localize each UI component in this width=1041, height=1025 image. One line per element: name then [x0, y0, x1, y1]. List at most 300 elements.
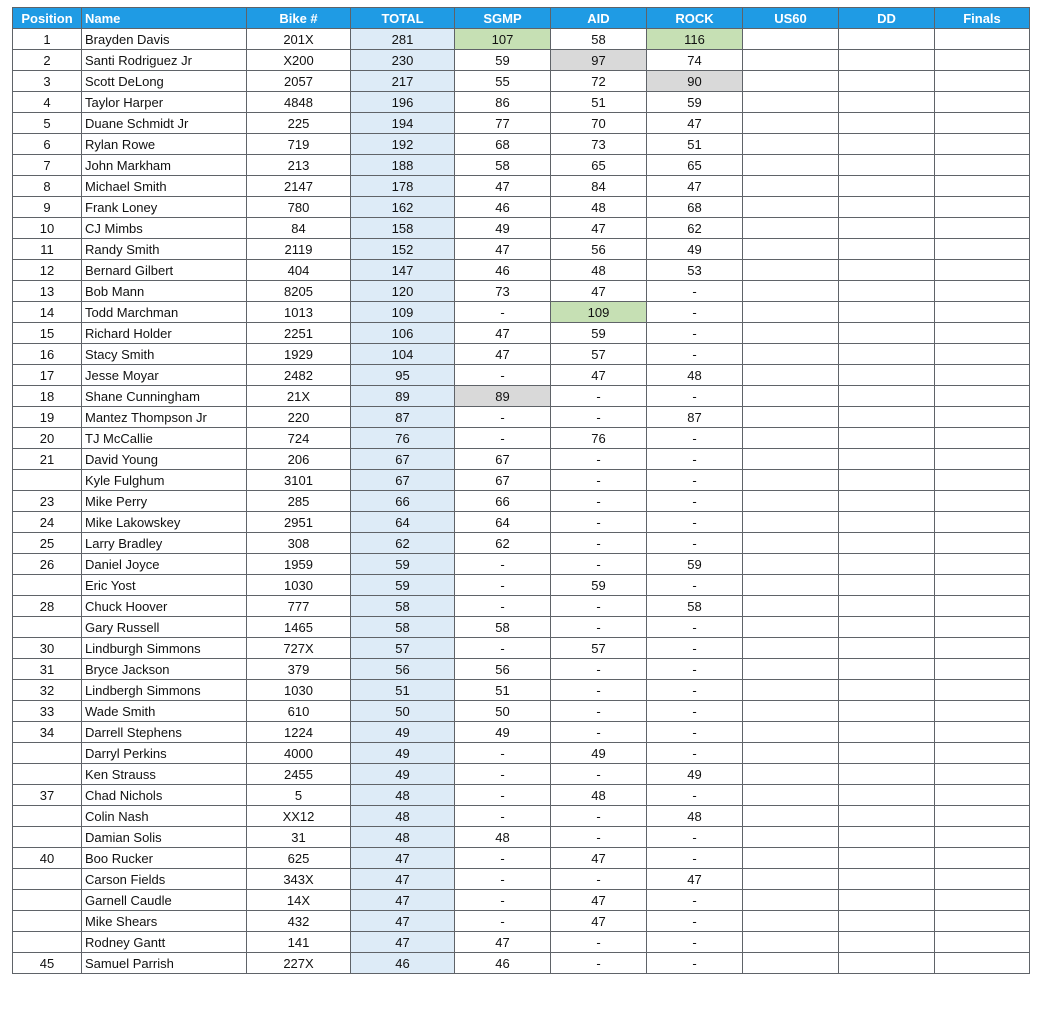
position-cell[interactable]: 7	[13, 155, 82, 176]
rock-cell[interactable]: -	[647, 701, 743, 722]
us60-cell[interactable]	[743, 596, 839, 617]
rider-name-cell[interactable]: Stacy Smith	[82, 344, 247, 365]
sgmp-cell[interactable]: -	[455, 764, 551, 785]
dd-cell[interactable]	[839, 260, 935, 281]
aid-cell[interactable]: -	[551, 533, 647, 554]
finals-cell[interactable]	[935, 176, 1030, 197]
bike-number-cell[interactable]: 14X	[247, 890, 351, 911]
total-cell[interactable]: 49	[351, 743, 455, 764]
rider-name-cell[interactable]: Rodney Gantt	[82, 932, 247, 953]
dd-cell[interactable]	[839, 596, 935, 617]
aid-cell[interactable]: 97	[551, 50, 647, 71]
total-cell[interactable]: 120	[351, 281, 455, 302]
sgmp-cell[interactable]: 73	[455, 281, 551, 302]
dd-cell[interactable]	[839, 932, 935, 953]
position-cell[interactable]: 28	[13, 596, 82, 617]
finals-cell[interactable]	[935, 491, 1030, 512]
total-cell[interactable]: 51	[351, 680, 455, 701]
bike-number-cell[interactable]: 225	[247, 113, 351, 134]
aid-cell[interactable]: 70	[551, 113, 647, 134]
finals-cell[interactable]	[935, 386, 1030, 407]
header-us60[interactable]: US60	[743, 8, 839, 29]
bike-number-cell[interactable]: 1030	[247, 680, 351, 701]
us60-cell[interactable]	[743, 533, 839, 554]
header-name[interactable]: Name	[82, 8, 247, 29]
aid-cell[interactable]: 47	[551, 911, 647, 932]
header-dd[interactable]: DD	[839, 8, 935, 29]
aid-cell[interactable]: -	[551, 596, 647, 617]
sgmp-cell[interactable]: 68	[455, 134, 551, 155]
total-cell[interactable]: 48	[351, 806, 455, 827]
position-cell[interactable]: 20	[13, 428, 82, 449]
finals-cell[interactable]	[935, 680, 1030, 701]
rock-cell[interactable]: 53	[647, 260, 743, 281]
rock-cell[interactable]: 62	[647, 218, 743, 239]
us60-cell[interactable]	[743, 197, 839, 218]
rider-name-cell[interactable]: Mike Lakowskey	[82, 512, 247, 533]
total-cell[interactable]: 58	[351, 617, 455, 638]
dd-cell[interactable]	[839, 617, 935, 638]
sgmp-cell[interactable]: 67	[455, 449, 551, 470]
finals-cell[interactable]	[935, 512, 1030, 533]
total-cell[interactable]: 95	[351, 365, 455, 386]
position-cell[interactable]: 4	[13, 92, 82, 113]
finals-cell[interactable]	[935, 365, 1030, 386]
sgmp-cell[interactable]: 49	[455, 218, 551, 239]
position-cell[interactable]: 14	[13, 302, 82, 323]
sgmp-cell[interactable]: -	[455, 302, 551, 323]
rock-cell[interactable]: -	[647, 848, 743, 869]
dd-cell[interactable]	[839, 491, 935, 512]
position-cell[interactable]: 13	[13, 281, 82, 302]
bike-number-cell[interactable]: 777	[247, 596, 351, 617]
dd-cell[interactable]	[839, 50, 935, 71]
sgmp-cell[interactable]: 55	[455, 71, 551, 92]
position-cell[interactable]: 17	[13, 365, 82, 386]
dd-cell[interactable]	[839, 869, 935, 890]
aid-cell[interactable]: 49	[551, 743, 647, 764]
position-cell[interactable]: 9	[13, 197, 82, 218]
rock-cell[interactable]: 51	[647, 134, 743, 155]
dd-cell[interactable]	[839, 638, 935, 659]
finals-cell[interactable]	[935, 575, 1030, 596]
dd-cell[interactable]	[839, 449, 935, 470]
aid-cell[interactable]: -	[551, 512, 647, 533]
us60-cell[interactable]	[743, 470, 839, 491]
finals-cell[interactable]	[935, 848, 1030, 869]
bike-number-cell[interactable]: 220	[247, 407, 351, 428]
rock-cell[interactable]: -	[647, 722, 743, 743]
rider-name-cell[interactable]: Bob Mann	[82, 281, 247, 302]
rock-cell[interactable]: -	[647, 575, 743, 596]
rock-cell[interactable]: -	[647, 470, 743, 491]
rider-name-cell[interactable]: Todd Marchman	[82, 302, 247, 323]
rider-name-cell[interactable]: Gary Russell	[82, 617, 247, 638]
sgmp-cell[interactable]: 77	[455, 113, 551, 134]
dd-cell[interactable]	[839, 512, 935, 533]
rock-cell[interactable]: 116	[647, 29, 743, 50]
us60-cell[interactable]	[743, 638, 839, 659]
sgmp-cell[interactable]: 47	[455, 323, 551, 344]
position-cell[interactable]: 45	[13, 953, 82, 974]
rock-cell[interactable]: 48	[647, 365, 743, 386]
aid-cell[interactable]: -	[551, 617, 647, 638]
position-cell[interactable]: 8	[13, 176, 82, 197]
us60-cell[interactable]	[743, 491, 839, 512]
position-cell[interactable]	[13, 806, 82, 827]
position-cell[interactable]: 19	[13, 407, 82, 428]
position-cell[interactable]: 30	[13, 638, 82, 659]
position-cell[interactable]: 6	[13, 134, 82, 155]
aid-cell[interactable]: 51	[551, 92, 647, 113]
position-cell[interactable]: 32	[13, 680, 82, 701]
bike-number-cell[interactable]: 610	[247, 701, 351, 722]
header-finals[interactable]: Finals	[935, 8, 1030, 29]
us60-cell[interactable]	[743, 239, 839, 260]
rock-cell[interactable]: 58	[647, 596, 743, 617]
total-cell[interactable]: 62	[351, 533, 455, 554]
rider-name-cell[interactable]: Frank Loney	[82, 197, 247, 218]
position-cell[interactable]: 15	[13, 323, 82, 344]
rider-name-cell[interactable]: Chuck Hoover	[82, 596, 247, 617]
rock-cell[interactable]: -	[647, 323, 743, 344]
rider-name-cell[interactable]: Darrell Stephens	[82, 722, 247, 743]
total-cell[interactable]: 104	[351, 344, 455, 365]
position-cell[interactable]	[13, 617, 82, 638]
rider-name-cell[interactable]: Bernard Gilbert	[82, 260, 247, 281]
dd-cell[interactable]	[839, 323, 935, 344]
finals-cell[interactable]	[935, 218, 1030, 239]
rider-name-cell[interactable]: Mike Shears	[82, 911, 247, 932]
dd-cell[interactable]	[839, 281, 935, 302]
total-cell[interactable]: 49	[351, 764, 455, 785]
sgmp-cell[interactable]: -	[455, 743, 551, 764]
total-cell[interactable]: 47	[351, 911, 455, 932]
finals-cell[interactable]	[935, 869, 1030, 890]
total-cell[interactable]: 147	[351, 260, 455, 281]
rock-cell[interactable]: -	[647, 386, 743, 407]
position-cell[interactable]: 31	[13, 659, 82, 680]
rock-cell[interactable]: 68	[647, 197, 743, 218]
header-bike-number[interactable]: Bike #	[247, 8, 351, 29]
us60-cell[interactable]	[743, 764, 839, 785]
sgmp-cell[interactable]: 49	[455, 722, 551, 743]
rock-cell[interactable]: 74	[647, 50, 743, 71]
dd-cell[interactable]	[839, 302, 935, 323]
sgmp-cell[interactable]: 47	[455, 344, 551, 365]
aid-cell[interactable]: -	[551, 932, 647, 953]
us60-cell[interactable]	[743, 554, 839, 575]
sgmp-cell[interactable]: 47	[455, 176, 551, 197]
rider-name-cell[interactable]: Boo Rucker	[82, 848, 247, 869]
rider-name-cell[interactable]: Michael Smith	[82, 176, 247, 197]
us60-cell[interactable]	[743, 680, 839, 701]
rider-name-cell[interactable]: Taylor Harper	[82, 92, 247, 113]
rider-name-cell[interactable]: David Young	[82, 449, 247, 470]
sgmp-cell[interactable]: 46	[455, 197, 551, 218]
dd-cell[interactable]	[839, 386, 935, 407]
sgmp-cell[interactable]: -	[455, 890, 551, 911]
finals-cell[interactable]	[935, 659, 1030, 680]
us60-cell[interactable]	[743, 386, 839, 407]
finals-cell[interactable]	[935, 470, 1030, 491]
position-cell[interactable]	[13, 470, 82, 491]
total-cell[interactable]: 67	[351, 449, 455, 470]
aid-cell[interactable]: 48	[551, 260, 647, 281]
rock-cell[interactable]: -	[647, 512, 743, 533]
sgmp-cell[interactable]: 50	[455, 701, 551, 722]
position-cell[interactable]	[13, 575, 82, 596]
us60-cell[interactable]	[743, 932, 839, 953]
bike-number-cell[interactable]: 2119	[247, 239, 351, 260]
position-cell[interactable]: 16	[13, 344, 82, 365]
dd-cell[interactable]	[839, 911, 935, 932]
rock-cell[interactable]: -	[647, 827, 743, 848]
finals-cell[interactable]	[935, 407, 1030, 428]
dd-cell[interactable]	[839, 92, 935, 113]
dd-cell[interactable]	[839, 743, 935, 764]
finals-cell[interactable]	[935, 29, 1030, 50]
position-cell[interactable]: 24	[13, 512, 82, 533]
bike-number-cell[interactable]: 404	[247, 260, 351, 281]
rock-cell[interactable]: -	[647, 659, 743, 680]
position-cell[interactable]: 18	[13, 386, 82, 407]
bike-number-cell[interactable]: 1224	[247, 722, 351, 743]
rider-name-cell[interactable]: Scott DeLong	[82, 71, 247, 92]
finals-cell[interactable]	[935, 638, 1030, 659]
dd-cell[interactable]	[839, 722, 935, 743]
aid-cell[interactable]: -	[551, 386, 647, 407]
aid-cell[interactable]: 47	[551, 890, 647, 911]
sgmp-cell[interactable]: -	[455, 596, 551, 617]
dd-cell[interactable]	[839, 176, 935, 197]
us60-cell[interactable]	[743, 701, 839, 722]
finals-cell[interactable]	[935, 701, 1030, 722]
position-cell[interactable]: 33	[13, 701, 82, 722]
sgmp-cell[interactable]: -	[455, 554, 551, 575]
finals-cell[interactable]	[935, 302, 1030, 323]
aid-cell[interactable]: -	[551, 806, 647, 827]
total-cell[interactable]: 48	[351, 827, 455, 848]
sgmp-cell[interactable]: 58	[455, 155, 551, 176]
finals-cell[interactable]	[935, 197, 1030, 218]
us60-cell[interactable]	[743, 722, 839, 743]
rider-name-cell[interactable]: Mike Perry	[82, 491, 247, 512]
bike-number-cell[interactable]: 3101	[247, 470, 351, 491]
rider-name-cell[interactable]: Brayden Davis	[82, 29, 247, 50]
sgmp-cell[interactable]: 47	[455, 932, 551, 953]
rider-name-cell[interactable]: TJ McCallie	[82, 428, 247, 449]
sgmp-cell[interactable]: -	[455, 407, 551, 428]
rider-name-cell[interactable]: Lindburgh Simmons	[82, 638, 247, 659]
dd-cell[interactable]	[839, 827, 935, 848]
us60-cell[interactable]	[743, 407, 839, 428]
rock-cell[interactable]: -	[647, 680, 743, 701]
sgmp-cell[interactable]: -	[455, 869, 551, 890]
bike-number-cell[interactable]: 2455	[247, 764, 351, 785]
bike-number-cell[interactable]: 1030	[247, 575, 351, 596]
sgmp-cell[interactable]: 64	[455, 512, 551, 533]
rock-cell[interactable]: -	[647, 428, 743, 449]
dd-cell[interactable]	[839, 680, 935, 701]
aid-cell[interactable]: -	[551, 722, 647, 743]
position-cell[interactable]: 21	[13, 449, 82, 470]
bike-number-cell[interactable]: 8205	[247, 281, 351, 302]
total-cell[interactable]: 59	[351, 554, 455, 575]
dd-cell[interactable]	[839, 71, 935, 92]
us60-cell[interactable]	[743, 134, 839, 155]
aid-cell[interactable]: 47	[551, 281, 647, 302]
bike-number-cell[interactable]: 2147	[247, 176, 351, 197]
rock-cell[interactable]: 49	[647, 239, 743, 260]
finals-cell[interactable]	[935, 596, 1030, 617]
us60-cell[interactable]	[743, 218, 839, 239]
finals-cell[interactable]	[935, 554, 1030, 575]
finals-cell[interactable]	[935, 155, 1030, 176]
total-cell[interactable]: 64	[351, 512, 455, 533]
sgmp-cell[interactable]: -	[455, 911, 551, 932]
us60-cell[interactable]	[743, 848, 839, 869]
aid-cell[interactable]: 47	[551, 365, 647, 386]
us60-cell[interactable]	[743, 911, 839, 932]
us60-cell[interactable]	[743, 659, 839, 680]
sgmp-cell[interactable]: -	[455, 848, 551, 869]
bike-number-cell[interactable]: 719	[247, 134, 351, 155]
rock-cell[interactable]: 65	[647, 155, 743, 176]
finals-cell[interactable]	[935, 323, 1030, 344]
total-cell[interactable]: 59	[351, 575, 455, 596]
sgmp-cell[interactable]: 107	[455, 29, 551, 50]
bike-number-cell[interactable]: 1959	[247, 554, 351, 575]
us60-cell[interactable]	[743, 869, 839, 890]
rider-name-cell[interactable]: Garnell Caudle	[82, 890, 247, 911]
position-cell[interactable]: 1	[13, 29, 82, 50]
total-cell[interactable]: 57	[351, 638, 455, 659]
dd-cell[interactable]	[839, 848, 935, 869]
rock-cell[interactable]: -	[647, 533, 743, 554]
aid-cell[interactable]: 76	[551, 428, 647, 449]
rock-cell[interactable]: -	[647, 953, 743, 974]
rock-cell[interactable]: -	[647, 743, 743, 764]
finals-cell[interactable]	[935, 449, 1030, 470]
bike-number-cell[interactable]: 2951	[247, 512, 351, 533]
rock-cell[interactable]: -	[647, 344, 743, 365]
rider-name-cell[interactable]: Larry Bradley	[82, 533, 247, 554]
dd-cell[interactable]	[839, 953, 935, 974]
aid-cell[interactable]: -	[551, 491, 647, 512]
us60-cell[interactable]	[743, 29, 839, 50]
rider-name-cell[interactable]: Carson Fields	[82, 869, 247, 890]
aid-cell[interactable]: 109	[551, 302, 647, 323]
position-cell[interactable]	[13, 743, 82, 764]
rock-cell[interactable]: -	[647, 281, 743, 302]
bike-number-cell[interactable]: 727X	[247, 638, 351, 659]
rock-cell[interactable]: 90	[647, 71, 743, 92]
finals-cell[interactable]	[935, 806, 1030, 827]
sgmp-cell[interactable]: 89	[455, 386, 551, 407]
sgmp-cell[interactable]: -	[455, 365, 551, 386]
rider-name-cell[interactable]: Bryce Jackson	[82, 659, 247, 680]
finals-cell[interactable]	[935, 239, 1030, 260]
bike-number-cell[interactable]: 432	[247, 911, 351, 932]
finals-cell[interactable]	[935, 50, 1030, 71]
rider-name-cell[interactable]: Damian Solis	[82, 827, 247, 848]
rock-cell[interactable]: -	[647, 302, 743, 323]
total-cell[interactable]: 47	[351, 932, 455, 953]
finals-cell[interactable]	[935, 113, 1030, 134]
rock-cell[interactable]: -	[647, 638, 743, 659]
us60-cell[interactable]	[743, 260, 839, 281]
dd-cell[interactable]	[839, 344, 935, 365]
us60-cell[interactable]	[743, 512, 839, 533]
total-cell[interactable]: 50	[351, 701, 455, 722]
bike-number-cell[interactable]: XX12	[247, 806, 351, 827]
rider-name-cell[interactable]: Wade Smith	[82, 701, 247, 722]
us60-cell[interactable]	[743, 785, 839, 806]
aid-cell[interactable]: -	[551, 470, 647, 491]
total-cell[interactable]: 230	[351, 50, 455, 71]
rider-name-cell[interactable]: Daniel Joyce	[82, 554, 247, 575]
header-aid[interactable]: AID	[551, 8, 647, 29]
bike-number-cell[interactable]: 213	[247, 155, 351, 176]
total-cell[interactable]: 281	[351, 29, 455, 50]
dd-cell[interactable]	[839, 659, 935, 680]
position-cell[interactable]	[13, 911, 82, 932]
finals-cell[interactable]	[935, 428, 1030, 449]
sgmp-cell[interactable]: -	[455, 575, 551, 596]
rider-name-cell[interactable]: Kyle Fulghum	[82, 470, 247, 491]
us60-cell[interactable]	[743, 302, 839, 323]
dd-cell[interactable]	[839, 890, 935, 911]
dd-cell[interactable]	[839, 533, 935, 554]
total-cell[interactable]: 58	[351, 596, 455, 617]
us60-cell[interactable]	[743, 428, 839, 449]
finals-cell[interactable]	[935, 743, 1030, 764]
dd-cell[interactable]	[839, 113, 935, 134]
total-cell[interactable]: 89	[351, 386, 455, 407]
position-cell[interactable]	[13, 764, 82, 785]
aid-cell[interactable]: -	[551, 407, 647, 428]
position-cell[interactable]	[13, 890, 82, 911]
bike-number-cell[interactable]: 2251	[247, 323, 351, 344]
position-cell[interactable]	[13, 869, 82, 890]
position-cell[interactable]: 12	[13, 260, 82, 281]
total-cell[interactable]: 178	[351, 176, 455, 197]
dd-cell[interactable]	[839, 575, 935, 596]
sgmp-cell[interactable]: -	[455, 806, 551, 827]
us60-cell[interactable]	[743, 71, 839, 92]
bike-number-cell[interactable]: 724	[247, 428, 351, 449]
sgmp-cell[interactable]: 51	[455, 680, 551, 701]
aid-cell[interactable]: -	[551, 449, 647, 470]
finals-cell[interactable]	[935, 92, 1030, 113]
bike-number-cell[interactable]: 1465	[247, 617, 351, 638]
rock-cell[interactable]: -	[647, 491, 743, 512]
total-cell[interactable]: 47	[351, 869, 455, 890]
position-cell[interactable]: 11	[13, 239, 82, 260]
rock-cell[interactable]: 47	[647, 869, 743, 890]
dd-cell[interactable]	[839, 155, 935, 176]
rider-name-cell[interactable]: Darryl Perkins	[82, 743, 247, 764]
us60-cell[interactable]	[743, 281, 839, 302]
position-cell[interactable]: 5	[13, 113, 82, 134]
aid-cell[interactable]: 65	[551, 155, 647, 176]
rock-cell[interactable]: 47	[647, 113, 743, 134]
aid-cell[interactable]: -	[551, 827, 647, 848]
header-total[interactable]: TOTAL	[351, 8, 455, 29]
bike-number-cell[interactable]: 343X	[247, 869, 351, 890]
position-cell[interactable]: 26	[13, 554, 82, 575]
